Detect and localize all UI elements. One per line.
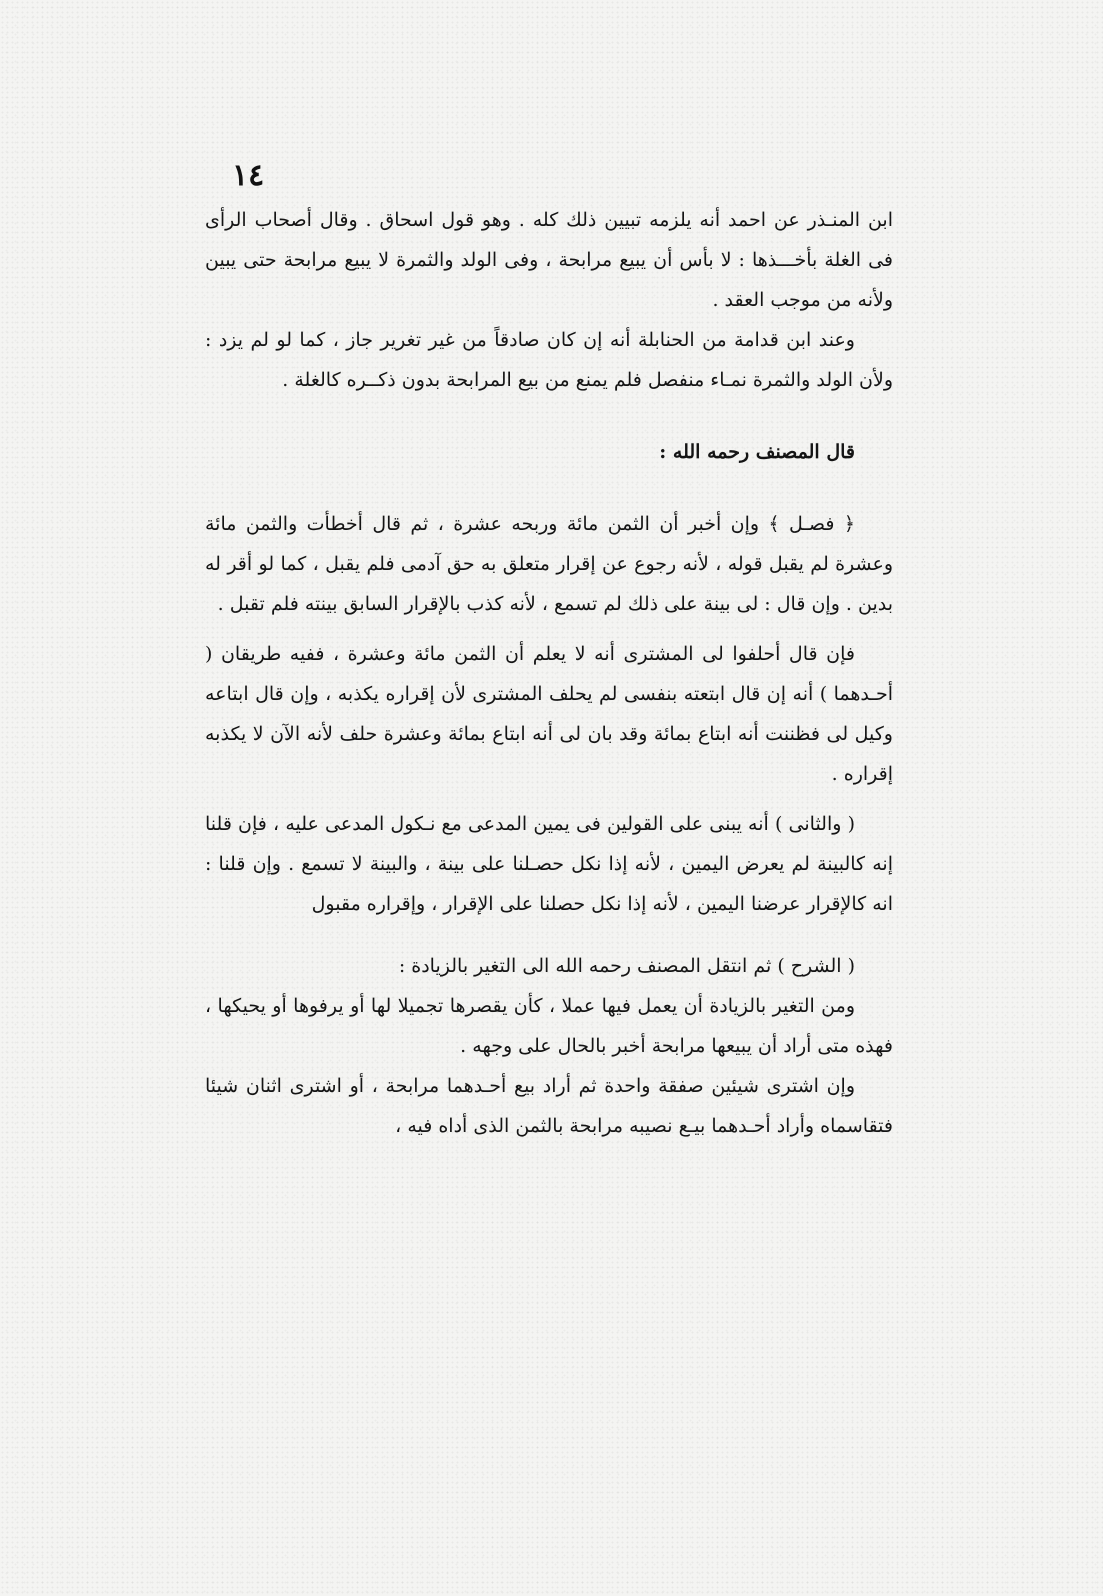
paragraph-ibn-qudama: وعند ابن قدامة من الحنابلة أنه إن كان صادقاً من غير تغرير جاز ، كما لو لم يزد : ولأن الولد والثمرة نمـاء منفصل فلم يمنع من بيع المرابحة بدون ذكــره كالغلة . [205, 329, 893, 391]
page-body [205, 200, 893, 1146]
paragraph-increase-change: ومن التغير بالزيادة أن يعمل فيها عملا ، كأن يقصرها تجميلا لها أو يرفوها أو يحيكها ، فهذه متى أراد أن يبيعها مرابحة أخبر بالحال على وجهه . [205, 995, 893, 1057]
paragraph-two-ways: فإن قال أحلفوا لى المشترى أنه لا يعلم أن الثمن مائة وعشرة ، ففيه طريقان ( أحـدهما ) أنه إن قال ابتعته بنفسى لم يحلف المشترى لأن إقراره يكذبه ، وإن قال ابتاعه وكيل لى فظننت أنه ابتاع بمائة وقد بان لى أنه ابتاع بمائة وعشرة حلف لأنه الآن لا يكذبه إقراره . [205, 643, 893, 785]
paragraph-fasl: ﴿ فصـل ﴾ وإن أخبر أن الثمن مائة وربحه عشرة ، ثم قال أخطأت والثمن مائة وعشرة لم يقبل قوله ، لأنه رجوع عن إقرار متعلق به حق آدمى فلم يقبل ، كما لو أقر له بدين . وإن قال : لى بينة على ذلك لم تسمع ، لأنه كذب بالإقرار السابق بينته فلم تقبل . [205, 513, 893, 615]
paragraph-two-items: وإن اشترى شيئين صفقة واحدة ثم أراد بيع أحـدهما مرابحة ، أو اشترى اثنان شيئا فتقاسماه وأراد أحـدهما بيـع نصيبه مرابحة بالثمن الذى أداه فيه ، [205, 1075, 893, 1137]
paragraph-sharh-heading: ( الشرح ) ثم انتقل المصنف رحمه الله الى التغير بالزيادة : [398, 955, 855, 977]
heading-author-said: قال المصنف رحمه الله : [659, 441, 855, 463]
page-number: ١٤ [232, 158, 265, 193]
paragraph-second-way: ( والثانى ) أنه يبنى على القولين فى يمين المدعى مع نـكول المدعى عليه ، فإن قلنا إنه كالبينة لم يعرض اليمين ، لأنه إذا نكل حصـلنا على بينة ، والبينة لا تسمع . وإن قلنا : انه كالإقرار عرضنا اليمين ، لأنه إذا نكل حصلنا على الإقرار ، وإقراره مقبول [205, 813, 893, 915]
paragraph-commentary-ibn-mundhir: ابن المنـذر عن احمد أنه يلزمه تبيين ذلك كله . وهو قول اسحاق . وقال أصحاب الرأى فى الغلة بأخـــذها : لا بأس أن يبيع مرابحة ، وفى الولد والثمرة لا يبيع مرابحة حتى يبين ولأنه من موجب العقد . [205, 209, 893, 311]
